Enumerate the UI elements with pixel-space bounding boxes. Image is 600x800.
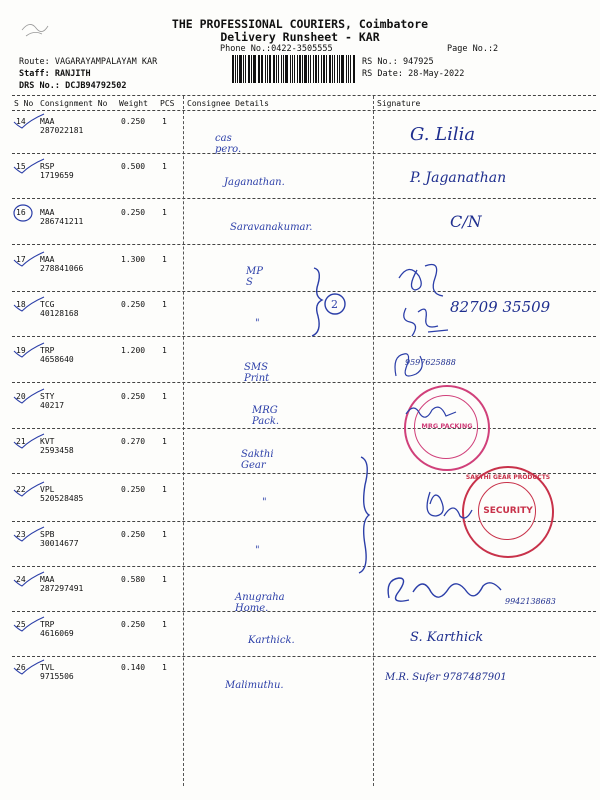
barcode-bar	[232, 55, 234, 83]
sig-scribble-20	[402, 400, 458, 424]
row-sno: 19	[16, 346, 26, 355]
sig-scribble-22	[420, 486, 476, 526]
route-line	[19, 57, 157, 67]
row-pcs: 1	[162, 117, 167, 126]
row-consignee: "	[262, 497, 267, 508]
barcode-bar	[318, 55, 319, 83]
col-header-consignee: Consignee Details	[187, 99, 269, 108]
barcode-bar	[339, 55, 340, 83]
row-pcs: 1	[162, 530, 167, 539]
group-brace-2	[355, 455, 375, 575]
row-weight: 0.270	[121, 437, 146, 446]
drs-line	[19, 81, 127, 91]
row-sno: 22	[16, 485, 26, 494]
barcode-bar	[346, 55, 348, 83]
row-separator	[12, 244, 596, 245]
row-consignee: "	[255, 545, 260, 556]
barcode-bar	[235, 55, 236, 83]
row-separator	[12, 611, 596, 612]
row-separator	[12, 428, 596, 429]
check-mark-icon	[12, 570, 46, 592]
row-consignee: Saravanakumar.	[230, 222, 313, 233]
col-header-weight: Weight	[119, 99, 148, 108]
row-consignee: MRG Pack.	[252, 405, 280, 427]
row-sno: 23	[16, 530, 26, 539]
barcode-bar	[341, 55, 344, 83]
row-pcs: 1	[162, 620, 167, 629]
row-consignment-no: KVT 2593458	[40, 437, 74, 455]
row-pcs: 1	[162, 255, 167, 264]
row-pcs: 1	[162, 663, 167, 672]
barcode-bar	[297, 55, 298, 83]
row-sno: 24	[16, 575, 26, 584]
staff-line	[19, 69, 91, 79]
row-separator	[12, 656, 596, 657]
row-consignee: Anugraha Home.	[235, 592, 285, 614]
barcode-bar	[258, 55, 259, 83]
check-mark-icon	[12, 658, 46, 680]
check-mark-icon	[12, 525, 46, 547]
row-consignee: SMS Print	[244, 362, 270, 384]
sakthi-stamp-text: SAKTHI GEAR PRODUCTS	[465, 474, 551, 481]
row-consignee: Karthick.	[248, 635, 295, 646]
check-mark-icon	[12, 341, 46, 363]
barcode-bar	[337, 55, 339, 83]
row-pcs: 1	[162, 300, 167, 309]
check-mark-icon	[12, 157, 46, 179]
barcode-bar	[353, 55, 355, 83]
row-sno: 21	[16, 437, 26, 446]
barcode-bar	[294, 55, 295, 83]
row-pcs: 1	[162, 346, 167, 355]
sakthi-stamp-inner: SECURITY	[483, 506, 533, 516]
route-label: Route:	[19, 57, 50, 67]
barcode-bar	[315, 55, 317, 83]
row-weight: 0.580	[121, 575, 146, 584]
row-consignment-no: SPB 30014677	[40, 530, 79, 548]
check-mark-icon	[12, 480, 46, 502]
row-signature: 9597625888	[405, 358, 456, 367]
barcode-bar	[350, 55, 351, 83]
drs-label: DRS No.:	[19, 81, 60, 91]
barcode-bar	[276, 55, 277, 83]
col-header-sno: S No	[14, 99, 34, 108]
barcode-bar	[308, 55, 309, 83]
row-sno: 25	[16, 620, 26, 629]
row-sno: 14	[16, 117, 26, 126]
row-consignment-no: STY 40217	[40, 392, 65, 410]
barcode-bar	[302, 55, 303, 83]
barcode-bar	[313, 55, 315, 83]
row-consignment-no: MAA 286741211	[40, 208, 84, 226]
row-consignee: cas pero.	[215, 133, 242, 155]
barcode-bar	[239, 55, 242, 83]
row-consignment-no: TRP 4658640	[40, 346, 74, 364]
row-signature: S. Karthick	[410, 630, 484, 645]
row-pcs: 1	[162, 208, 167, 217]
sig-scribble-17	[395, 258, 465, 298]
row-consignment-no: MAA 287297491	[40, 575, 84, 593]
row-sno: 16	[16, 208, 26, 217]
sig-scribble-24	[383, 572, 513, 608]
check-mark-icon	[12, 615, 46, 637]
row-weight: 0.140	[121, 663, 146, 672]
row-signature: P. Jaganathan	[410, 170, 507, 186]
barcode-bar	[261, 55, 263, 83]
rs-no-value: 947925	[402, 57, 434, 67]
check-mark-icon	[12, 387, 46, 409]
row-weight: 0.500	[121, 162, 146, 171]
sig-scribble-18	[398, 302, 454, 342]
row-sno: 26	[16, 663, 26, 672]
row-sno: 20	[16, 392, 26, 401]
barcode-bar	[267, 55, 268, 83]
barcode-bar	[278, 55, 279, 83]
column-divider	[373, 96, 374, 786]
barcode-bar	[243, 55, 244, 83]
row-pcs: 1	[162, 392, 167, 401]
column-divider	[183, 96, 184, 786]
rs-no-line	[362, 57, 434, 67]
mrg-packing-stamp	[404, 385, 490, 471]
row-consignment-no: TCG 40128168	[40, 300, 79, 318]
barcode-bar	[273, 55, 275, 83]
barcode-bar	[251, 55, 252, 83]
barcode-bar	[290, 55, 291, 83]
row-separator	[12, 566, 596, 567]
table-top-border	[12, 95, 596, 96]
staff-value: RANJITH	[54, 69, 91, 79]
company-title: THE PROFESSIONAL COURIERS, Coimbatore	[171, 17, 429, 31]
barcode-bar	[321, 55, 322, 83]
barcode-bar	[292, 55, 294, 83]
row-weight: 0.250	[121, 620, 146, 629]
row-consignee: "	[255, 318, 260, 329]
check-mark-icon	[12, 250, 46, 272]
row-consignee: Sakthi Gear	[241, 449, 274, 471]
check-mark-icon	[12, 295, 46, 317]
barcode-bar	[245, 55, 247, 83]
barcode-bar	[348, 55, 349, 83]
rs-date-label: RS Date:	[362, 69, 403, 79]
barcode-bar	[329, 55, 331, 83]
row-signature: 82709 35509	[450, 298, 551, 316]
row-weight: 1.300	[121, 255, 146, 264]
check-mark-icon	[12, 112, 46, 134]
check-mark-icon	[12, 203, 34, 227]
row-pcs: 1	[162, 575, 167, 584]
row-consignment-no: TVL 9715506	[40, 663, 74, 681]
row-consignee: Jaganathan.	[224, 177, 285, 188]
barcode-bar	[334, 55, 335, 83]
row-sno: 15	[16, 162, 26, 171]
row-consignee: Malimuthu.	[225, 680, 284, 691]
row-consignee: MP S	[246, 266, 263, 288]
row-consignment-no: VPL 520528485	[40, 485, 84, 503]
row-signature: G. Lilia	[410, 124, 476, 145]
col-header-signature: Signature	[377, 99, 421, 108]
group-brace	[304, 266, 348, 338]
row-separator	[12, 382, 596, 383]
check-mark-icon	[12, 432, 46, 454]
barcode-bar	[253, 55, 256, 83]
row-sno: 18	[16, 300, 26, 309]
row-signature: M.R. Sufer 9787487901	[385, 672, 507, 683]
barcode-bar	[248, 55, 250, 83]
phone-number: Phone No.:0422-3505555	[220, 44, 333, 54]
route-value: VAGARAYAMPALAYAM KAR	[54, 57, 158, 67]
row-consignment-no: RSP 1719659	[40, 162, 74, 180]
row-consignment-no: MAA 287022181	[40, 117, 84, 135]
barcode-bar	[265, 55, 266, 83]
row-signature: C/N	[450, 212, 482, 231]
mrg-stamp-text: MRG PACKING	[421, 422, 473, 430]
row-consignment-no: TRP 4616069	[40, 620, 74, 638]
rs-date-value: 28-May-2022	[408, 69, 465, 79]
staff-label: Staff:	[19, 69, 50, 79]
row-weight: 0.250	[121, 208, 146, 217]
row-pcs: 1	[162, 485, 167, 494]
barcode-bar	[323, 55, 326, 83]
drs-value: DCJB94792502	[65, 81, 127, 91]
row-separator	[12, 198, 596, 199]
row-pcs: 1	[162, 437, 167, 446]
barcode-bar	[283, 55, 284, 83]
row-separator	[12, 153, 596, 154]
barcode-bar	[281, 55, 283, 83]
row-weight: 0.250	[121, 485, 146, 494]
barcode-bar	[259, 55, 260, 83]
row-weight: 0.250	[121, 530, 146, 539]
runsheet-title: Delivery Runsheet - KAR	[220, 30, 380, 44]
barcode-bar	[332, 55, 333, 83]
barcode-bar	[299, 55, 301, 83]
barcode-bar	[310, 55, 311, 83]
col-header-pcs: PCS	[160, 99, 175, 108]
row-sno: 17	[16, 255, 26, 264]
row-weight: 0.250	[121, 392, 146, 401]
group-count-mark: 2	[331, 298, 338, 311]
barcode	[232, 55, 356, 83]
row-weight: 0.250	[121, 300, 146, 309]
col-header-consignment: Consignment No	[40, 99, 108, 108]
row-weight: 1.200	[121, 346, 146, 355]
rs-no-label: RS No.:	[362, 57, 398, 67]
page-number: Page No.:2	[447, 44, 499, 54]
row-weight: 0.250	[121, 117, 146, 126]
row-signature: 9942138683	[505, 597, 556, 606]
barcode-bar	[237, 55, 238, 83]
rs-date-line	[362, 69, 464, 79]
sig-scribble-19	[390, 346, 430, 382]
barcode-bar	[326, 55, 327, 83]
row-pcs: 1	[162, 162, 167, 171]
barcode-bar	[304, 55, 307, 83]
barcode-bar	[269, 55, 272, 83]
header-bottom-border	[12, 110, 596, 111]
barcode-bar	[285, 55, 288, 83]
row-consignment-no: MAA 278841066	[40, 255, 84, 273]
